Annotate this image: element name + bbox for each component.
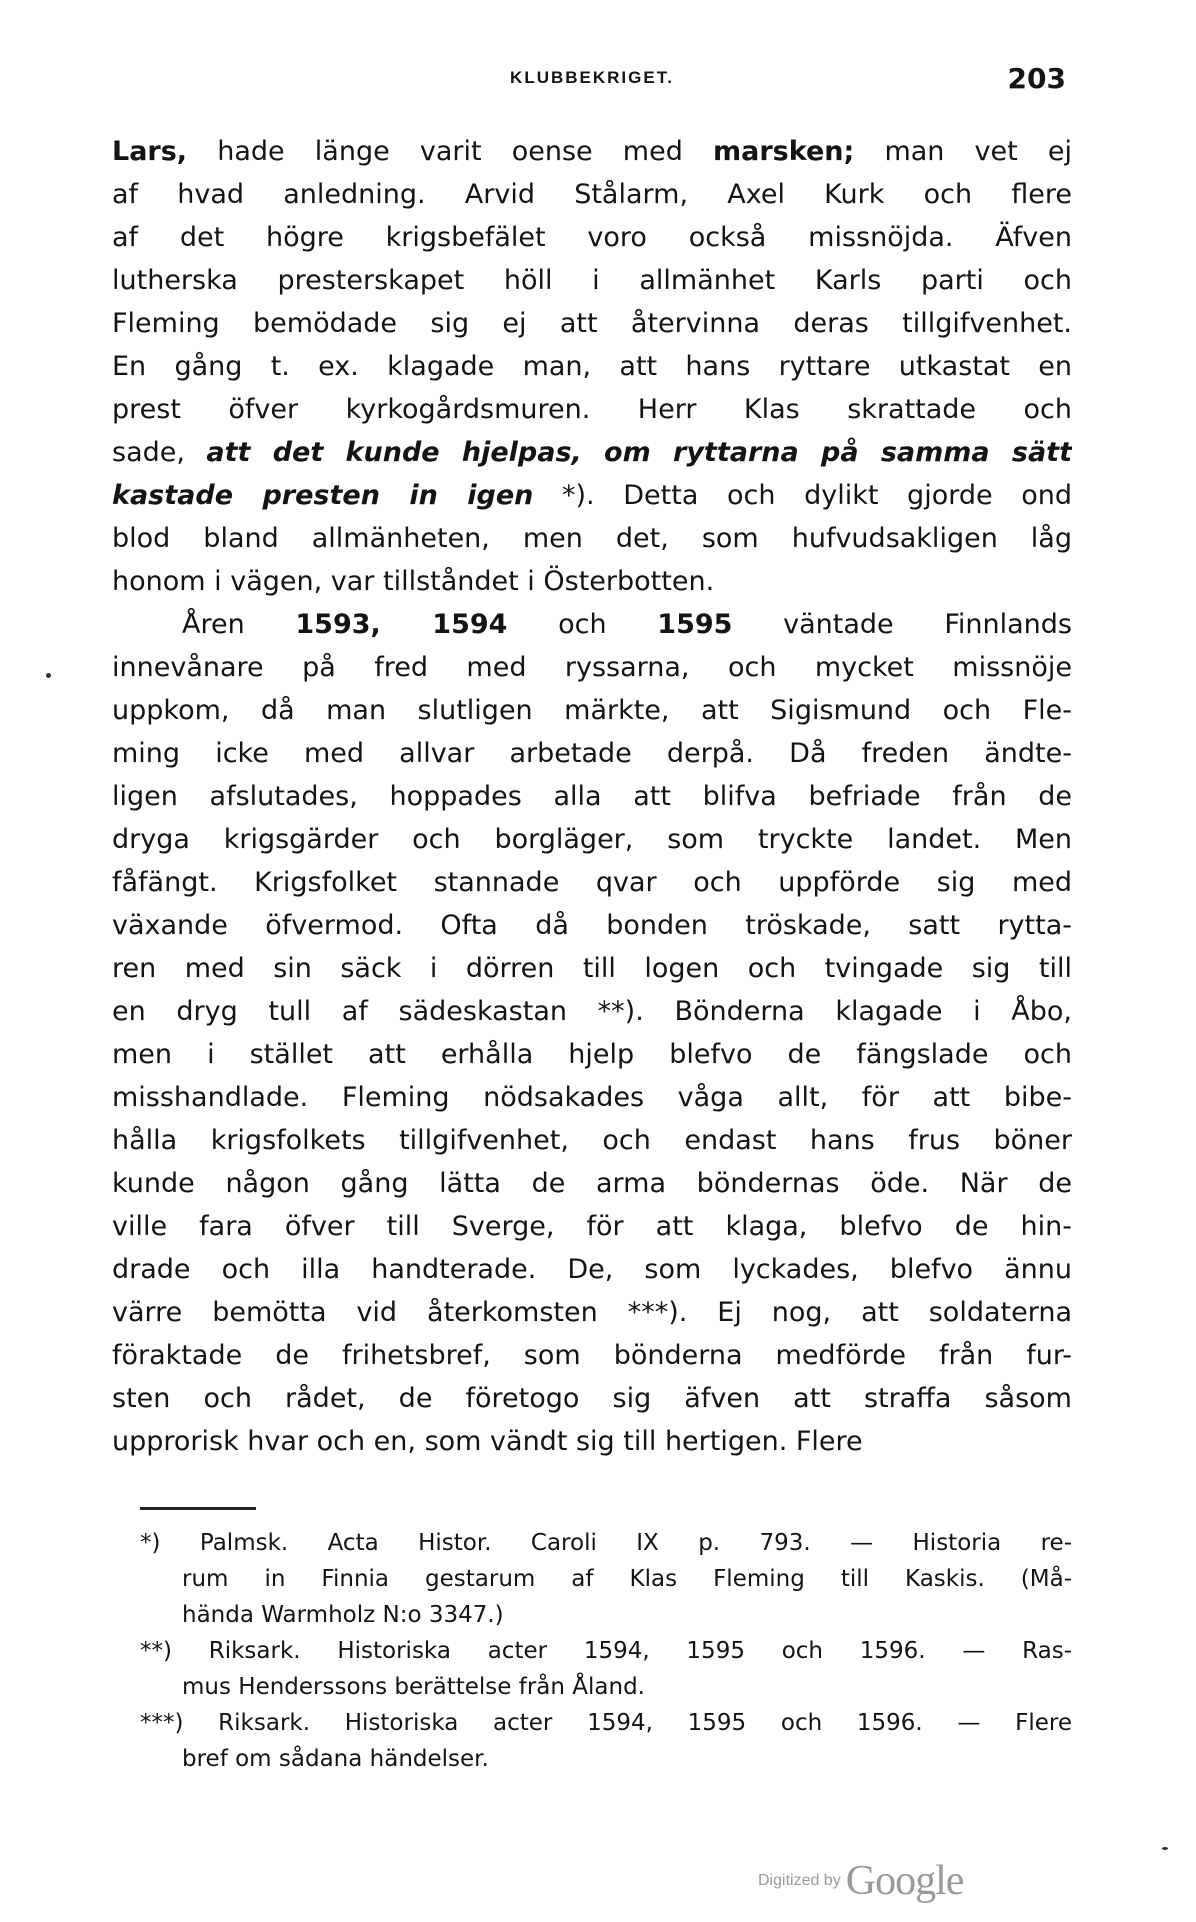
text-line [112,1291,1072,1334]
text-line [112,689,1072,732]
text-line [112,732,1072,775]
text-line [112,1205,1072,1248]
text-run: hade länge varit oense med [187,136,713,167]
text-run: väntade Finnlands [732,609,1072,640]
text-run: Åren [182,609,296,640]
print-speck [46,673,51,678]
paragraph [112,130,1072,603]
text-run: *). Detta och dylikt gjorde ond [533,480,1072,511]
text-run: ville fara öfver till Sverge, för att klaga, blefvo de hin- [112,1211,1072,1242]
text-run: af hvad anledning. Arvid Stålarm, Axel Kurk och flere [112,179,1072,210]
text-run: upprorisk hvar och en, som vändt sig till hertigen. Flere [112,1426,863,1457]
text-run: 1593, 1594 [295,609,508,640]
footnote-line: hända Warmholz N:o 3347.) [182,1602,504,1628]
footnotes [140,1525,1072,1777]
text-line [112,646,1072,689]
text-line [112,904,1072,947]
text-run: kastade presten in igen [112,480,534,511]
footnote-line: rum in Finnia gestarum af Klas Fleming till Kaskis. (Må- [182,1566,1072,1592]
text-line [112,947,1072,990]
text-run: föraktade de frihetsbref, som bönderna medförde från fur- [112,1340,1072,1371]
text-run: växande öfvermod. Ofta då bonden tröskade, satt rytta- [112,910,1072,941]
paragraph [112,603,1072,1463]
text-line [112,775,1072,818]
footnote-line: *) Palmsk. Acta Histor. Caroli IX p. 793. — Historia re- [140,1530,1072,1556]
text-run: men i stället att erhålla hjelp blefvo de fängslade och [112,1039,1072,1070]
text-line [112,431,1072,474]
text-run: att det kunde hjelpas, om ryttarna på samma sätt [206,437,1072,468]
text-line [112,216,1072,259]
text-run: man vet ej [854,136,1072,167]
text-line [112,560,1072,603]
text-run: fåfängt. Krigsfolket stannade qvar och uppförde sig med [112,867,1072,898]
footnote-rule [140,1507,256,1510]
footnote-line: **) Riksark. Historiska acter 1594, 1595 och 1596. — Ras- [140,1638,1072,1664]
footnote [140,1525,1072,1633]
footnote [140,1705,1072,1777]
text-run: misshandlade. Fleming nödsakades våga allt, för att bibe- [112,1082,1072,1113]
page-number: 203 [1007,62,1066,95]
text-run: ren med sin säck i dörren till logen och tvingade sig till [112,953,1072,984]
text-run: hålla krigsfolkets tillgifvenhet, och endast hans frus böner [112,1125,1072,1156]
text-line [112,1076,1072,1119]
text-run: uppkom, då man slutligen märkte, att Sigismund och Fle- [112,695,1072,726]
text-line [112,345,1072,388]
text-line [112,474,1072,517]
text-line [112,990,1072,1033]
print-speck [1162,1847,1168,1850]
footnote-line: bref om sådana händelser. [182,1746,489,1772]
text-line [112,1162,1072,1205]
text-run: blod bland allmänheten, men det, som hufvudsakligen låg [112,523,1072,554]
text-line [112,1420,1072,1463]
text-run: Fleming bemödade sig ej att återvinna deras tillgifvenhet. [112,308,1072,339]
text-line [112,818,1072,861]
footnote-line: mus Henderssons berättelse från Åland. [182,1674,645,1700]
text-run: sten och rådet, de företogo sig äfven att straffa såsom [112,1383,1072,1414]
text-line [112,1334,1072,1377]
text-run: dryga krigsgärder och borgläger, som tryckte landet. Men [112,824,1072,855]
text-line [112,603,1072,646]
text-line [112,1248,1072,1291]
text-run: En gång t. ex. klagade man, att hans ryttare utkastat en [112,351,1072,382]
text-run: marsken; [712,136,855,167]
text-run: prest öfver kyrkogårdsmuren. Herr Klas skrattade och [112,394,1072,425]
text-run: drade och illa handterade. De, som lyckades, blefvo ännu [112,1254,1072,1285]
text-run: ligen afslutades, hoppades alla att blifva befriade från de [112,781,1072,812]
text-run: ming icke med allvar arbetade derpå. Då freden ändte- [112,738,1072,769]
text-run: kunde någon gång lätta de arma böndernas öde. När de [112,1168,1072,1199]
text-line [112,1119,1072,1162]
text-line [112,388,1072,431]
text-run: värre bemötta vid återkomsten ***). Ej nog, att soldaterna [112,1297,1072,1328]
text-line [112,302,1072,345]
text-run: honom i vägen, var tillståndet i Österbotten. [112,566,715,597]
text-run: sade, [112,437,207,468]
text-run: innevånare på fred med ryssarna, och mycket missnöje [112,652,1072,683]
text-run: och [507,609,658,640]
text-line [112,130,1072,173]
footnote-line: ***) Riksark. Historiska acter 1594, 1595 och 1596. — Flere [140,1710,1072,1736]
google-logo-text: Google [845,1858,964,1904]
text-line [112,517,1072,560]
text-line [112,1033,1072,1076]
text-run: en dryg tull af sädeskastan **). Bönderna klagade i Åbo, [112,996,1072,1027]
page-header [112,62,1072,102]
text-run: Lars, [112,136,188,167]
text-line [112,861,1072,904]
footnote [140,1633,1072,1705]
text-line [112,173,1072,216]
text-run: af det högre krigsbefälet voro också missnöjda. Äfven [112,222,1072,253]
text-line [112,259,1072,302]
text-run: 1595 [657,609,733,640]
body-text [112,130,1072,1463]
digitized-watermark [758,1857,1018,1907]
running-title: KLUBBEKRIGET. [510,68,674,87]
watermark-prefix: Digitized by [758,1872,841,1889]
text-run: lutherska presterskapet höll i allmänhet Karls parti och [112,265,1072,296]
text-line [112,1377,1072,1420]
